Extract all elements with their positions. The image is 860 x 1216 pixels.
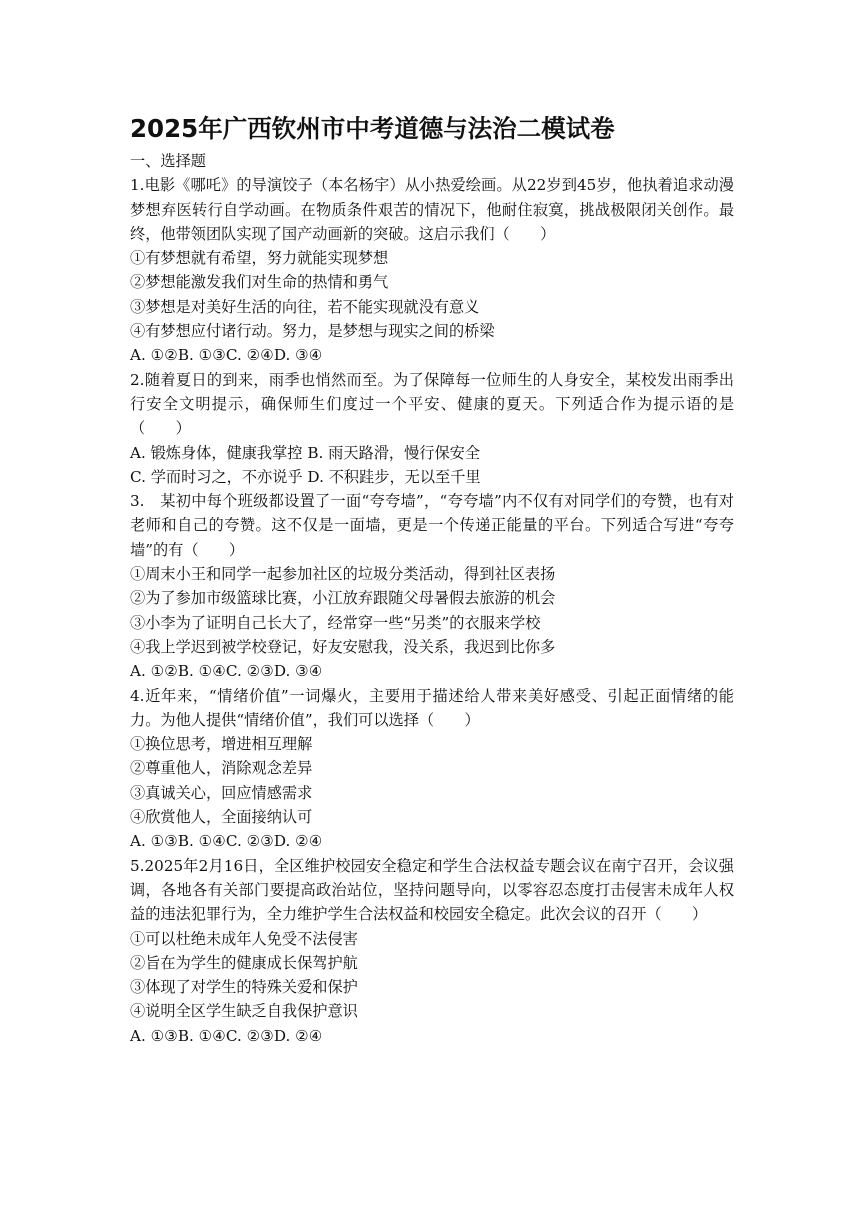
question-stem: 4.近年来，“情绪价值”一词爆火，主要用于描述给人带来美好感受、引起正面情绪的能力。为他人提供“情绪价值”，我们可以选择（ ） — [130, 686, 734, 729]
option-item: ④我上学迟到被学校登记，好友安慰我，没关系，我迟到比你多 — [130, 637, 556, 656]
answer-choices: A. ①②B. ①③C. ②④D. ③④ — [130, 346, 323, 365]
option-item: ②为了参加市级篮球比赛，小江放弃跟随父母暑假去旅游的机会 — [130, 589, 556, 608]
option-item: ③小李为了证明自己长大了，经常穿一些“另类”的衣服来学校 — [130, 613, 541, 632]
option-item: ①可以杜绝未成年人免受不法侵害 — [130, 929, 358, 948]
option-item: ②尊重他人，消除观念差异 — [130, 759, 313, 778]
answer-choices: C. 学而时习之，不亦说乎 D. 不积跬步，无以至千里 — [130, 467, 481, 486]
question-2 — [130, 368, 734, 489]
option-item: ③体现了对学生的特殊关爱和保护 — [130, 978, 358, 997]
question-5 — [130, 854, 734, 1048]
answer-choices: A. ①②B. ①④C. ②③D. ③④ — [130, 662, 323, 681]
answer-choices: A. ①③B. ①④C. ②③D. ②④ — [130, 1026, 323, 1045]
question-stem: 1.电影《哪吒》的导演饺子（本名杨宇）从小热爱绘画。从22岁到45岁，他执着追求动漫梦想弃医转行自学动画。在物质条件艰苦的情况下，他耐住寂寞，挑战极限闭关创作。最终，他带领团队实现了国产动画新的突破。这启示我们（ ） — [130, 176, 734, 243]
answer-choices: A. 锻炼身体，健康我掌控 B. 雨天路滑，慢行保安全 — [130, 443, 481, 462]
option-item: ②梦想能激发我们对生命的热情和勇气 — [130, 273, 389, 292]
document-content — [130, 149, 734, 1048]
question-4 — [130, 684, 734, 854]
option-item: ③真诚关心，回应情感需求 — [130, 783, 313, 802]
question-stem: 5.2025年2月16日，全区维护校园安全稳定和学生合法权益专题会议在南宁召开，会议强调，各地各有关部门要提高政治站位，坚持问题导向，以零容忍态度打击侵害未成年人权益的违法犯罪行为，全力维护学生合法权益和校园安全稳定。此次会议的召开（ ） — [130, 856, 734, 924]
option-item: ④欣赏他人，全面接纳认可 — [130, 808, 313, 827]
question-3 — [130, 489, 734, 683]
question-stem: 3. 某初中每个班级都设置了一面“夸夸墙”，“夸夸墙”内不仅有对同学们的夸赞，也有对老师和自己的夸赞。这不仅是一面墙，更是一个传递正能量的平台。下列适合写进“夸夸墙”的有（ ） — [130, 492, 734, 559]
option-item: ③梦想是对美好生活的向往，若不能实现就没有意义 — [130, 297, 480, 316]
option-item: ④有梦想应付诸行动。努力，是梦想与现实之间的桥梁 — [130, 322, 495, 341]
option-item: ①周末小王和同学一起参加社区的垃圾分类活动，得到社区表扬 — [130, 565, 556, 584]
question-1 — [130, 173, 734, 367]
question-stem: 2.随着夏日的到来，雨季也悄然而至。为了保障每一位师生的人身安全，某校发出雨季出行安全文明提示，确保师生们度过一个平安、健康的夏天。下列适合作为提示语的是（ ） — [130, 370, 734, 438]
option-item: ①有梦想就有希望，努力就能实现梦想 — [130, 249, 389, 268]
answer-choices: A. ①③B. ①④C. ②③D. ②④ — [130, 832, 323, 851]
option-item: ④说明全区学生缺乏自我保护意识 — [130, 1002, 358, 1021]
option-item: ①换位思考，增进相互理解 — [130, 735, 313, 754]
document-title: 2025年广西钦州市中考道德与法治二模试卷 — [130, 114, 615, 143]
section-heading: 一、选择题 — [130, 152, 206, 170]
option-item: ②旨在为学生的健康成长保驾护航 — [130, 953, 358, 972]
